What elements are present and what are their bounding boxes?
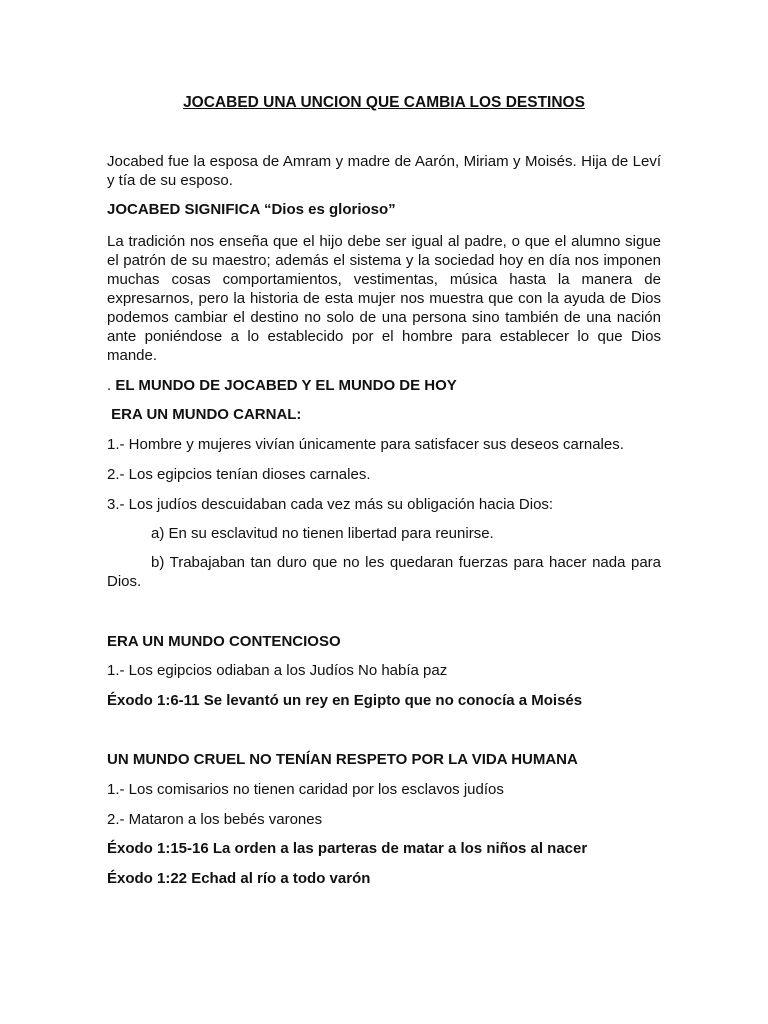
meaning-heading: JOCABED SIGNIFICA “Dios es glorioso” [107, 201, 396, 218]
cruel-verse-1: Éxodo 1:15-16 La orden a las parteras de matar a los niños al nacer [107, 840, 588, 857]
section1-heading [107, 376, 661, 395]
cruel-verse-2: Éxodo 1:22 Echad al río a todo varón [107, 870, 371, 887]
cruel-item-1: 1.- Los comisarios no tienen caridad por los esclavos judíos [107, 781, 504, 798]
contentious-verse: Éxodo 1:6-11 Se levantó un rey en Egipto que no conocía a Moisés [107, 692, 583, 709]
section1-prefix: . [107, 377, 116, 394]
carnal-sub-a: a) En su esclavitud no tienen libertad para reunirse. [151, 525, 494, 542]
intro-paragraph: Jocabed fue la esposa de Amram y madre de Aarón, Miriam y Moisés. Hija de Leví y tía de su esposo. [107, 153, 661, 189]
cruel-item-2: 2.- Mataron a los bebés varones [107, 811, 323, 828]
carnal-item-1: 1.- Hombre y mujeres vivían únicamente para satisfacer sus deseos carnales. [107, 436, 624, 453]
tradition-paragraph: La tradición nos enseña que el hijo debe ser igual al padre, o que el alumno sigue el patrón de su maestro; además el sistema y la sociedad hoy en día nos imponen muchas cosas comportamientos, vestimentas, música hasta la manera de expresarnos, pero la historia de esta mujer nos muestra que con la ayuda de Dios podemos cambiar el destino no solo de una persona sino también de una nación ante poniéndose a lo establecido por el hombre para establecer lo que Dios mande. [107, 233, 661, 364]
section1-title: EL MUNDO DE JOCABED Y EL MUNDO DE HOY [115, 377, 457, 394]
contentious-heading: ERA UN MUNDO CONTENCIOSO [107, 633, 341, 650]
contentious-item-1: 1.- Los egipcios odiaban a los Judíos No había paz [107, 662, 448, 679]
carnal-item-3: 3.- Los judíos descuidaban cada vez más su obligación hacia Dios: [107, 496, 554, 513]
document-title: JOCABED UNA UNCION QUE CAMBIA LOS DESTINOS [183, 94, 585, 111]
carnal-sub-b: b) Trabajaban tan duro que no les quedaran fuerzas para hacer nada para Dios. [107, 554, 661, 590]
cruel-heading: UN MUNDO CRUEL NO TENÍAN RESPETO POR LA VIDA HUMANA [107, 751, 578, 768]
carnal-heading: ERA UN MUNDO CARNAL: [107, 406, 302, 423]
carnal-item-2: 2.- Los egipcios tenían dioses carnales. [107, 466, 371, 483]
